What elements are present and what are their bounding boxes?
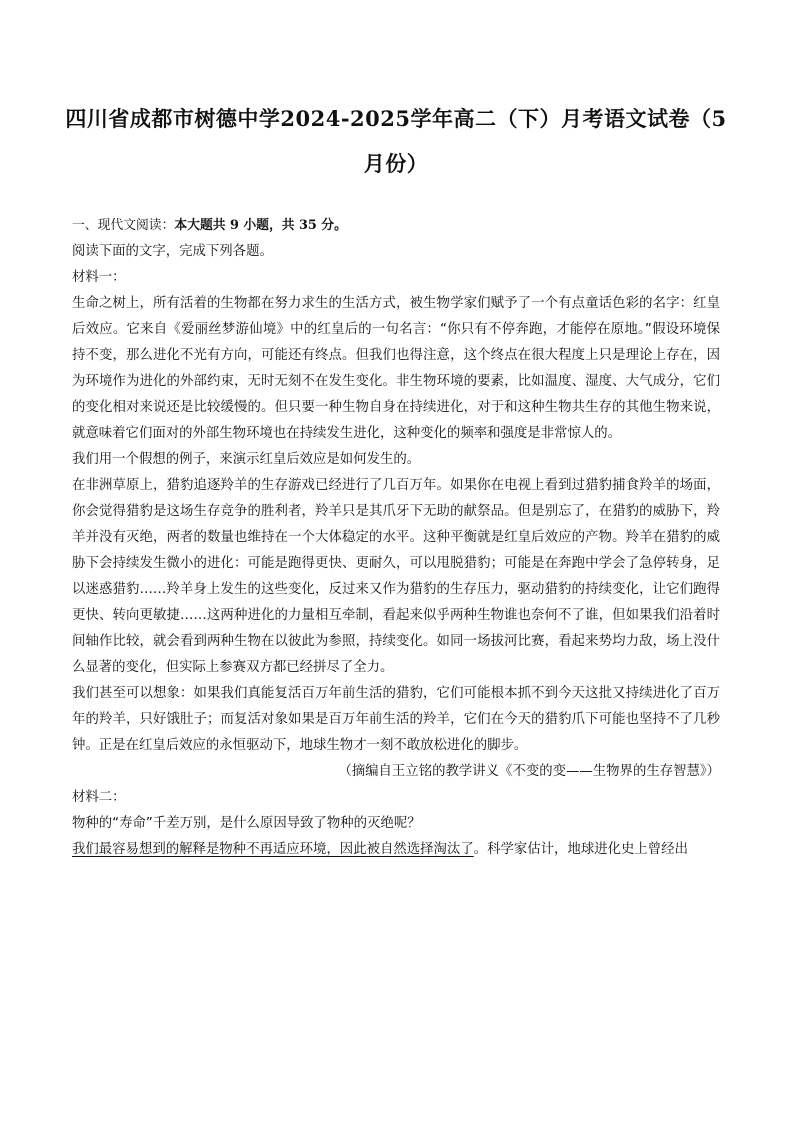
- material1-source: （摘编自王立铭的教学讲义《不变的变——生物界的生存智慧》）: [338, 764, 720, 779]
- section-score: 本大题共 9 小题，共 35 分。: [174, 218, 347, 233]
- material2-question: 物种的“寿命”千差万别，是什么原因导致了物种的灭绝呢？: [72, 816, 421, 831]
- section-prefix: 一、现代文阅读：: [72, 218, 175, 233]
- material2-paragraph: [72, 837, 720, 863]
- section-heading: [72, 213, 720, 239]
- material1-paragraph: 我们甚至可以想象：如果我们真能复活百万年前生活的猎豹，它们可能根本抓不到今天这批又持续进化了百万年的羚羊，只好饿肚子；而复活对象如果是百万年前生活的羚羊，它们在今天的猎豹爪下可能也坚持不了几秒钟。正是在红皇后效应的永恒驱动下，地球生物才一刻不敢放松进化的脚步。: [72, 686, 720, 753]
- document-body: [72, 213, 720, 863]
- underlined-sentence: 我们最容易想到的解释是物种不再适应环境，因此被自然选择淘汰了: [72, 842, 474, 857]
- material1-paragraph: 我们用一个假想的例子，来演示红皇后效应是如何发生的。: [72, 452, 421, 467]
- material2-label: 材料二：: [72, 790, 126, 805]
- page-title: 四川省成都市树德中学2024-2025学年高二（下）月考语文试卷（5月份）: [65, 106, 727, 176]
- material2-paragraph-rest: 。科学家估计，地球进化史上曾经出: [473, 842, 688, 857]
- material1-paragraph: 生命之树上，所有活着的生物都在努力求生的生活方式，被生物学家们赋予了一个有点童话色彩的名字：红皇后效应。它来自《爱丽丝梦游仙境》中的红皇后的一句名言：“你只有不停奔跑，才能停在原地。”假设环境保持不变，那么进化不光有方向，可能还有终点。但我们也得注意，这个终点在很大程度上只是理论上存在，因为环境作为进化的外部约束，无时无刻不在发生变化。非生物环境的要素，比如温度、湿度、大气成分，它们的变化相对来说还是比较缓慢的。但只要一种生物自身在持续进化，对于和这种生物共生存的其他生物来说，就意味着它们面对的外部生物环境也在持续发生进化，这种变化的频率和强度是非常惊人的。: [72, 296, 720, 441]
- material1-paragraph: 在非洲草原上，猎豹追逐羚羊的生存游戏已经进行了几百万年。如果你在电视上看到过猎豹捕食羚羊的场面，你会觉得猎豹是这场生存竞争的胜利者，羚羊只是其爪牙下无助的献祭品。但是别忘了，在猎豹的威胁下，羚羊并没有灭绝，两者的数量也维持在一个大体稳定的水平。这种平衡就是红皇后效应的产物。羚羊在猎豹的威胁下会持续发生微小的进化：可能是跑得更快、更耐久，可以甩脱猎豹；可能是在奔跑中学会了急停转身，足以迷惑猎豹……羚羊身上发生的这些变化，反过来又作为猎豹的生存压力，驱动猎豹的持续变化，让它们跑得更快、转向更敏捷……这两种进化的力量相互牵制，看起来似乎两种生物谁也奈何不了谁，但如果我们沿着时间轴作比较，就会看到两种生物在以彼此为参照，持续变化。如同一场拔河比赛，看起来势均力敌，场上没什么显著的变化，但实际上参赛双方都已经拼尽了全力。: [72, 478, 720, 675]
- material1-label: 材料一：: [72, 270, 126, 285]
- instruction-text: 阅读下面的文字，完成下列各题。: [72, 244, 273, 259]
